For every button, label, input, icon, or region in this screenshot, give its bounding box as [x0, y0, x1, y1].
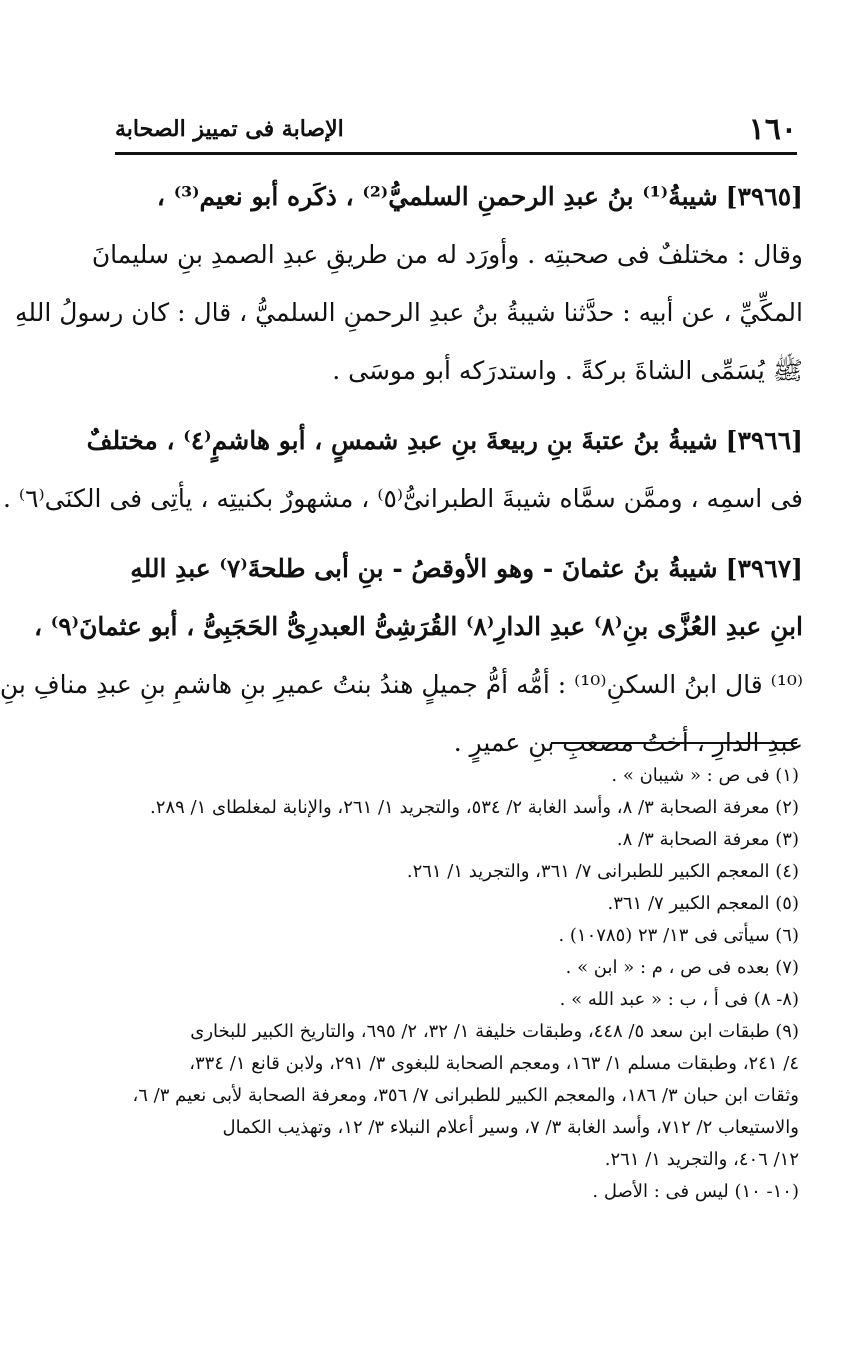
running-title: الإصابة فى تمييز الصحابة — [115, 116, 344, 142]
entry-3967 — [0, 540, 803, 772]
entry-text: شيبةُ بنُ عتبةَ بنِ ربيعةَ بنِ عبدِ شمسٍ ، أبو هاشمٍ⁽٤⁾ ، مختلفٌ — [86, 426, 718, 455]
entry-line: عبدِ الدارِ ، أختُ مصعبِ بنِ عميرٍ . — [453, 728, 803, 757]
page-header — [115, 108, 797, 150]
footnote: (٨- ٨) فى أ ، ب : « عبد الله » . — [559, 989, 799, 1010]
footnote: (١٠- ١٠) ليس فى : الأصل . — [592, 1181, 799, 1202]
entry-3965 — [15, 168, 803, 400]
entry-3966 — [3, 412, 803, 528]
footnote-rule — [551, 742, 797, 744]
entry-number: [٣٩٦٧] — [725, 554, 803, 583]
footnote-continuation: والاستيعاب ٢/ ٧١٢، وأسد الغابة ٣/ ٧، وسير أعلام النبلاء ٣/ ١٢، وتهذيب الكمال — [222, 1117, 799, 1138]
footnote-continuation: ٤/ ٢٤١، وطبقات مسلم ١/ ١٦٣، ومعجم الصحابة للبغوى ٣/ ٢٩١، ولابن قانع ١/ ٣٣٤، — [189, 1053, 799, 1074]
footnote: (٦) سيأتى فى ١٣/ ٢٣ (١٠٧٨٥) . — [558, 925, 799, 946]
header-rule — [115, 152, 797, 155]
footnote: (٤) المعجم الكبير للطبرانى ٧/ ٣٦١، والتجريد ١/ ٢٦١. — [406, 861, 799, 882]
entry-line: ﷺ يُسَمِّى الشاةَ بركةً . واستدرَكه أبو موسَى . — [332, 356, 803, 385]
footnote: (٢) معرفة الصحابة ٣/ ٨، وأسد الغابة ٢/ ٥٣٤، والتجريد ١/ ٢٦١، والإنابة لمغلطاى ١/ ٢٨٩. — [150, 797, 799, 818]
entry-number: [٣٩٦٦] — [725, 426, 803, 455]
entry-line — [103, 168, 803, 226]
entry-line: ⁽¹⁰⁾ قال ابنُ السكنِ⁽¹⁰⁾ : أمُّه أمُّ جميلٍ هندُ بنتُ عميرِ بنِ هاشمِ بنِ عبدِ منافِ بنِ — [0, 670, 803, 699]
footnote: (٥) المعجم الكبير ٧/ ٣٦١. — [607, 893, 799, 914]
main-text — [0, 168, 803, 784]
entry-line: المكِّيِّ ، عن أبيه : حدَّثنا شيبةُ بنُ عبدِ الرحمنِ السلميُّ ، قال : كان رسولُ اللهِ — [15, 298, 803, 327]
footnote: (٧) بعده فى ص ، م : « ابن » . — [565, 957, 799, 978]
footnote-continuation: ١٢/ ٤٠٦، والتجريد ١/ ٢٦١. — [604, 1149, 799, 1170]
entry-line: فى اسمِه ، وممَّن سمَّاه شيبةَ الطبرانىُّ⁽٥⁾ ، مشهورٌ بكنيتِه ، يأتِى فى الكنَى⁽٦⁾ . — [3, 484, 803, 513]
entry-number: [٣٩٦٥] — [725, 182, 803, 211]
page-number: ١٦٠ — [748, 111, 797, 147]
footnote: (٣) معرفة الصحابة ٣/ ٨. — [616, 829, 799, 850]
entry-line: وقال : مختلفٌ فى صحبتِه . وأورَد له من طريقِ عبدِ الصمدِ بنِ سليمانَ — [91, 240, 803, 269]
entry-text: شيبةُ⁽¹⁾ بنُ عبدِ الرحمنِ السلميُّ⁽²⁾ ، ذكَره أبو نعيم⁽³⁾ ، — [156, 182, 718, 211]
entry-line: ابنِ عبدِ العُزَّى بنِ⁽٨⁾ عبدِ الدارِ⁽٨⁾ القُرَشِىُّ العبدرِىُّ الحَجَبِىُّ ، أبو عثمانَ⁽٩⁾ ، — [33, 612, 803, 641]
footnote: (٩) طبقات ابن سعد ٥/ ٤٤٨، وطبقات خليفة ١/ ٣٢، ٢/ ٦٩٥، والتاريخ الكبير للبخارى — [190, 1021, 799, 1042]
entry-line — [103, 540, 803, 598]
footnotes — [99, 760, 799, 1208]
entry-text: شيبةُ بنُ عثمانَ - وهو الأوقصُ - بنِ أبى طلحةَ⁽٧⁾ عبدِ اللهِ — [130, 554, 718, 583]
footnote-continuation: وثقات ابن حبان ٣/ ١٨٦، والمعجم الكبير للطبرانى ٧/ ٣٥٦، ومعرفة الصحابة لأبى نعيم ٣/ ٦، — [132, 1085, 799, 1106]
entry-line — [86, 412, 803, 470]
footnote: (١) فى ص : « شيبان » . — [611, 765, 799, 786]
